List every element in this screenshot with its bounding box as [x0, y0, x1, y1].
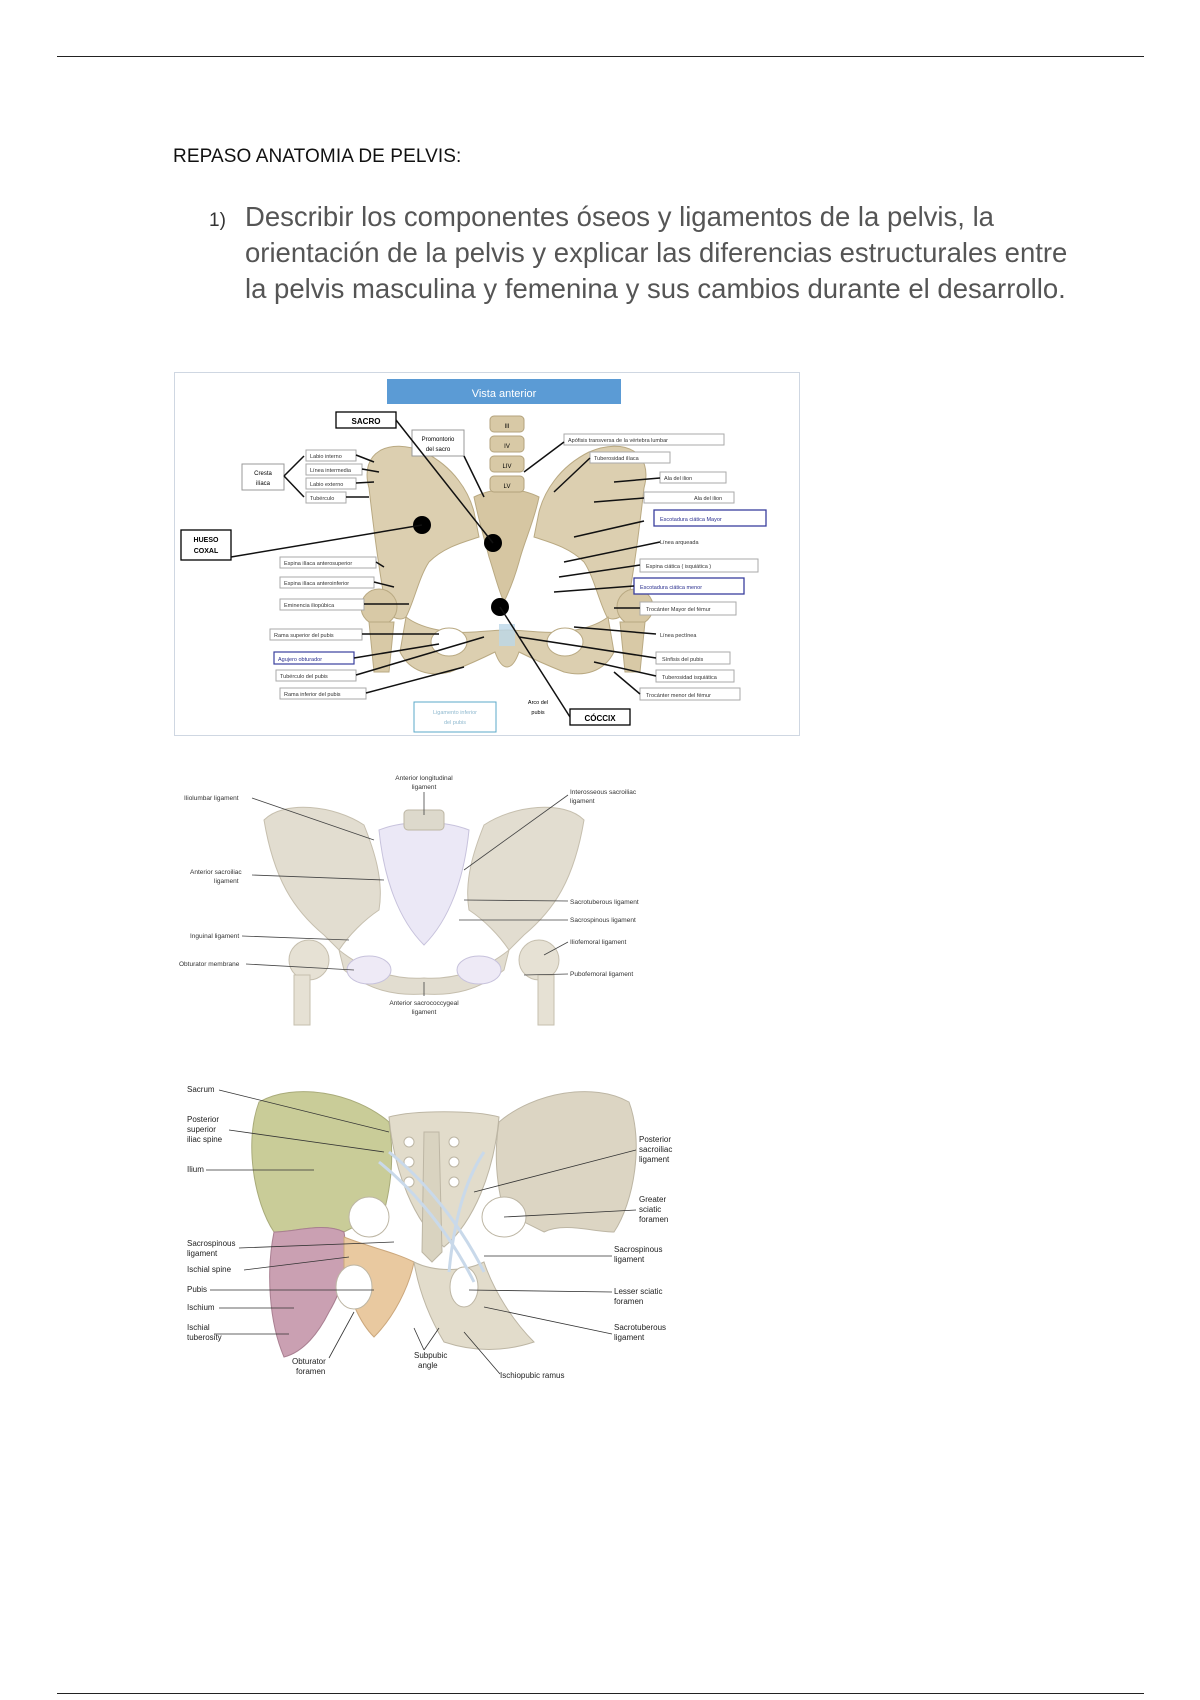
- anatomy-label: Espina ilíaca anteroinferior: [284, 581, 350, 587]
- region-label: Sacrospinous: [187, 1239, 236, 1248]
- anatomy-label: Espina ilíaca anterosuperior: [284, 561, 353, 567]
- ligament-label: Anterior sacroiliac: [190, 869, 242, 876]
- vertebra-label: LV: [503, 484, 511, 490]
- ligament-label: Iliofemoral ligament: [570, 939, 627, 946]
- sacro-label: SACRO: [351, 417, 381, 426]
- region-label: Ischial: [187, 1323, 210, 1332]
- ligament-label: Inguinal ligament: [190, 933, 240, 940]
- footer-rule: [57, 1693, 1144, 1694]
- ligament-label: ligament: [570, 798, 595, 805]
- anatomy-label: Escotadura ciática menor: [640, 585, 703, 591]
- ligamento-label: Ligamento inferior: [432, 710, 478, 716]
- pelvis-regions-diagram: [174, 1072, 694, 1402]
- ligament-label: Pubofemoral ligament: [570, 971, 634, 978]
- promontorio-label: Promontorio: [421, 437, 455, 443]
- region-label: sacroiliac: [639, 1145, 673, 1154]
- anatomy-label: Línea pectínea: [660, 633, 697, 639]
- promontorio-label: del sacro: [425, 447, 451, 453]
- hueso-coxal-label: HUESO: [193, 537, 219, 544]
- ligament-label: Anterior sacrococcygeal: [389, 1000, 459, 1007]
- anatomy-label: Agujero obturador: [278, 657, 323, 663]
- pelvis-ligaments-anterior-figure: [174, 770, 674, 1030]
- arco-pubis-label: pubis: [531, 710, 545, 716]
- ligament-label: Anterior longitudinal: [395, 775, 453, 782]
- region-label: Ilium: [187, 1165, 204, 1174]
- region-label: ligament: [639, 1155, 670, 1164]
- anatomy-label: Labio externo: [310, 482, 344, 488]
- anatomy-label: Escotadura ciática Mayor: [660, 517, 722, 523]
- region-label: Greater: [639, 1195, 667, 1204]
- region-label: Sacrum: [187, 1085, 215, 1094]
- anatomy-label: Espina ciática ( isquiática ): [646, 564, 712, 570]
- region-label: ligament: [614, 1333, 645, 1342]
- ligament-label: ligament: [411, 1009, 437, 1016]
- ligament-label: Obturator membrane: [179, 961, 240, 968]
- vertebra-label: IV: [504, 444, 510, 450]
- ligament-label: Iliolumbar ligament: [184, 795, 239, 802]
- pelvis-anterior-diagram: [174, 372, 800, 736]
- ligament-label: ligament: [411, 784, 437, 791]
- pelvis-anterior-figure: [174, 372, 800, 736]
- arco-pubis-label: Arco del: [527, 700, 549, 706]
- view-header-text: Vista anterior: [471, 388, 537, 400]
- anatomy-label: Tubérculo: [310, 496, 335, 502]
- region-label: Posterior: [187, 1115, 220, 1124]
- pelvis-regions-illustration: [252, 1092, 636, 1357]
- region-label: Pubis: [187, 1285, 208, 1294]
- region-label: Posterior: [639, 1135, 672, 1144]
- ligamento-inferior-box: [414, 702, 496, 732]
- cresta-iliaca-label: ilíaca: [255, 481, 271, 487]
- region-label: iliac spine: [187, 1135, 223, 1144]
- region-label: superior: [187, 1125, 216, 1134]
- region-label: Sacrospinous: [614, 1245, 663, 1254]
- anatomy-label: Sínfisis del pubis: [662, 657, 704, 663]
- vertebra-label: LIV: [502, 464, 512, 470]
- region-label: tuberosity: [187, 1333, 222, 1342]
- region-label: foramen: [639, 1215, 669, 1224]
- region-label: ligament: [614, 1255, 645, 1264]
- ligamento-label: del pubis: [443, 720, 467, 726]
- anatomy-label: Línea arqueada: [660, 540, 699, 546]
- question-number: 1): [209, 210, 226, 231]
- region-label: Sacrotuberous: [614, 1323, 667, 1332]
- ligament-label: Sacrotuberous ligament: [570, 899, 639, 906]
- pelvis-ligaments-anterior-diagram: [174, 770, 674, 1030]
- anatomy-label: Rama inferior del pubis: [284, 692, 341, 698]
- vertebra-label: III: [504, 424, 510, 430]
- anatomy-label: Trocánter menor del fémur: [646, 693, 711, 699]
- cresta-iliaca-label: Cresta: [254, 471, 272, 477]
- anatomy-label: Tubérculo del pubis: [280, 674, 328, 680]
- region-label: Subpubic: [414, 1351, 448, 1360]
- region-label: Ischiopubic ramus: [500, 1371, 565, 1380]
- region-label: angle: [418, 1361, 438, 1370]
- anatomy-label: Tuberosidad isquiática: [662, 675, 717, 681]
- anatomy-label: Apófisis transversa de la vértebra lumbar: [568, 438, 668, 444]
- anatomy-label: Trocánter Mayor del fémur: [646, 607, 711, 613]
- anatomy-label: Ala del ilion: [664, 476, 693, 482]
- region-label: sciatic: [639, 1205, 662, 1214]
- anatomy-label: Línea intermedia: [310, 468, 351, 474]
- pelvis-regions-figure: [174, 1072, 694, 1402]
- anatomy-label: Eminencia iliopúbica: [284, 603, 335, 609]
- region-label: Ischium: [187, 1303, 215, 1312]
- page-title: REPASO ANATOMIA DE PELVIS:: [173, 146, 462, 167]
- region-label: foramen: [614, 1297, 644, 1306]
- region-label: foramen: [296, 1367, 326, 1376]
- anatomy-label: Rama superior del pubis: [274, 633, 334, 639]
- hueso-coxal-box: [181, 530, 231, 560]
- region-label: ligament: [187, 1249, 218, 1258]
- hueso-coxal-label: COXAL: [193, 548, 219, 555]
- anatomy-label: Labio interno: [310, 454, 342, 460]
- region-label: Ischial spine: [187, 1265, 232, 1274]
- ligament-label: ligament: [214, 878, 239, 885]
- header-rule: [57, 56, 1144, 57]
- ligament-label: Sacrospinous ligament: [570, 917, 636, 924]
- ligament-label: Interosseous sacroiliac: [570, 789, 637, 796]
- anatomy-label: Tuberosidad ilíaca: [594, 456, 639, 462]
- region-label: Lesser sciatic: [614, 1287, 663, 1296]
- anatomy-label: Ala del ilion: [694, 496, 723, 502]
- question-text: Describir los componentes óseos y ligamentos de la pelvis, la orientación de la pelvis y explicar las diferencias estructurales entre la pelvis masculina y femenina y sus cambios durante el desarrollo.: [245, 201, 1068, 304]
- region-label: Obturator: [292, 1357, 326, 1366]
- coccix-label: CÓCCIX: [584, 714, 616, 723]
